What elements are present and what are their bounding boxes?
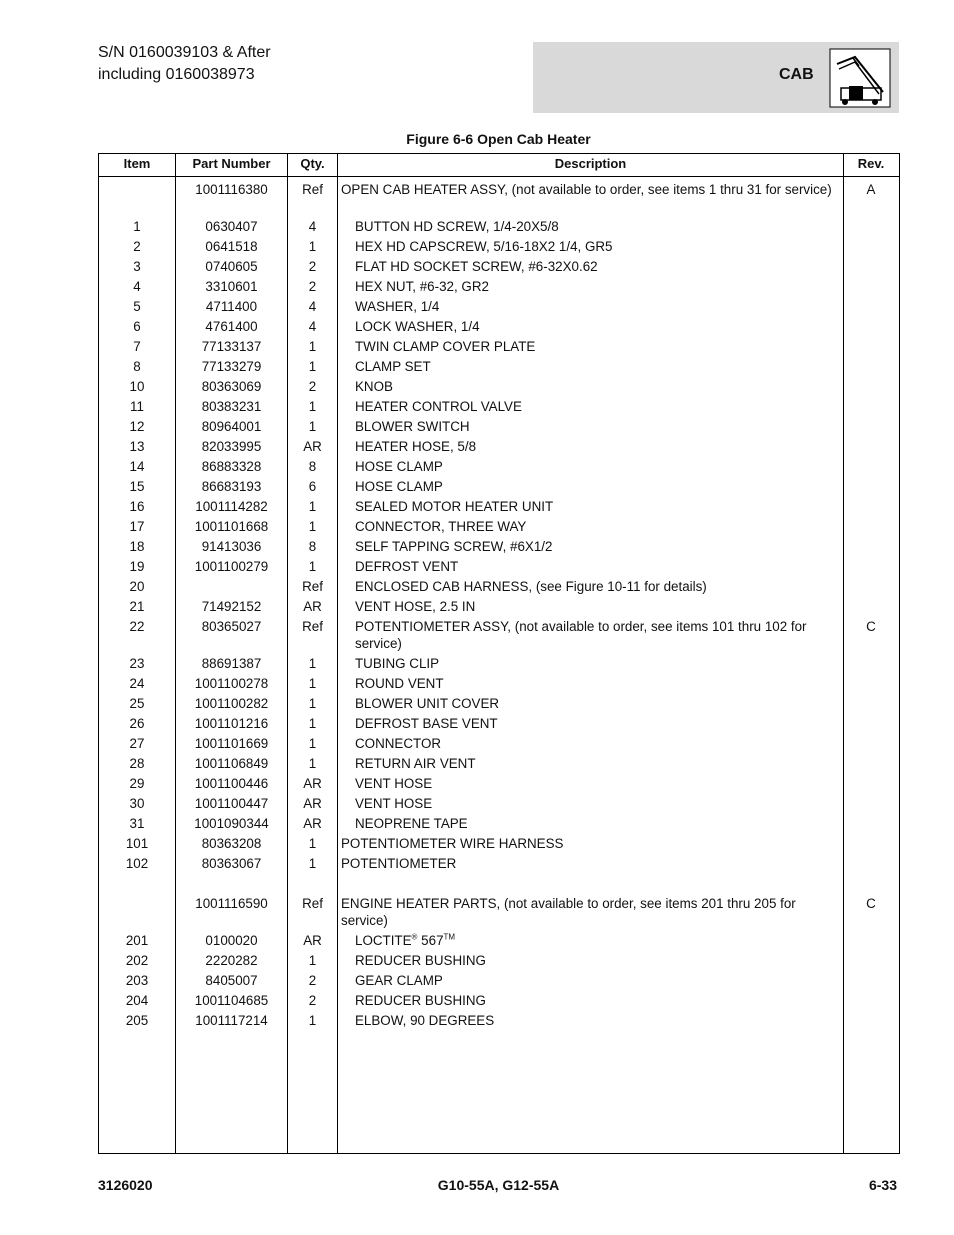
description: NEOPRENE TAPE (355, 816, 468, 831)
description: ENCLOSED CAB HARNESS, (see Figure 10-11 for details) (355, 579, 707, 594)
description: CONNECTOR, THREE WAY (355, 519, 527, 534)
quantity: 8 (308, 539, 317, 554)
description-text: LOCTITE (355, 933, 412, 948)
table-row (99, 518, 899, 538)
item-number: 25 (129, 696, 145, 711)
description: ENGINE HEATER PARTS, (not available to order, see items 201 thru 205 for service) (341, 896, 796, 928)
description: HEATER HOSE, 5/8 (355, 439, 477, 454)
table-row (99, 952, 899, 972)
part-number: 80383231 (201, 399, 262, 414)
description: HOSE CLAMP (355, 459, 443, 474)
item-number: 24 (129, 676, 145, 691)
description: SEALED MOTOR HEATER UNIT (355, 499, 554, 514)
quantity: 1 (308, 953, 317, 968)
part-number: 91413036 (201, 539, 262, 554)
item-number: 12 (129, 419, 145, 434)
item-number: 102 (125, 856, 149, 871)
description (355, 932, 839, 949)
part-number: 1001100446 (194, 776, 269, 791)
table-row (99, 318, 899, 338)
quantity: 1 (308, 399, 317, 414)
item-number: 29 (129, 776, 145, 791)
table-row (99, 358, 899, 378)
table-row (99, 1012, 899, 1032)
description: GEAR CLAMP (355, 973, 443, 988)
description: CONNECTOR (355, 736, 442, 751)
description: OPEN CAB HEATER ASSY, (not available to order, see items 1 thru 31 for service) (341, 182, 832, 197)
quantity: 6 (308, 479, 317, 494)
part-number: 88691387 (201, 656, 262, 671)
item-number: 16 (129, 499, 145, 514)
registered-mark: ® (411, 932, 418, 942)
item-number: 27 (129, 736, 145, 751)
quantity: 1 (308, 499, 317, 514)
table-row (99, 972, 899, 992)
part-number: 77133279 (201, 359, 262, 374)
description: HOSE CLAMP (355, 479, 443, 494)
revision: C (866, 619, 876, 634)
part-number: 77133137 (201, 339, 262, 354)
quantity: 1 (308, 359, 317, 374)
quantity: Ref (302, 619, 323, 634)
quantity: 4 (308, 219, 317, 234)
item-number: 10 (129, 379, 145, 394)
quantity: AR (303, 439, 322, 454)
table-row (99, 538, 899, 558)
column-header-part-number: Part Number (192, 156, 271, 171)
quantity: Ref (302, 579, 323, 594)
description: HEX NUT, #6-32, GR2 (355, 279, 489, 294)
part-number: 2220282 (205, 953, 258, 968)
description: POTENTIOMETER (341, 856, 457, 871)
part-number: 4711400 (205, 299, 258, 314)
column-header-description: Description (554, 156, 627, 171)
item-number: 204 (125, 993, 149, 1008)
description-tail: 567 (417, 933, 444, 948)
serial-number-line-1: S/N 0160039103 & After (98, 44, 271, 61)
lift-cab-icon (829, 48, 891, 108)
parts-table (98, 153, 900, 1154)
description: TUBING CLIP (355, 656, 440, 671)
item-number: 19 (129, 559, 145, 574)
description: VENT HOSE (355, 776, 433, 791)
table-row (99, 418, 899, 438)
item-number: 18 (129, 539, 145, 554)
item-number: 22 (129, 619, 145, 634)
part-number: 1001116380 (195, 182, 268, 197)
quantity: 2 (308, 259, 317, 274)
part-number: 1001101216 (194, 716, 269, 731)
description: BUTTON HD SCREW, 1/4-20X5/8 (355, 219, 559, 234)
table-row (99, 618, 899, 655)
item-number: 28 (129, 756, 145, 771)
part-number: 80363067 (201, 856, 262, 871)
revision: C (866, 896, 876, 911)
description: POTENTIOMETER WIRE HARNESS (341, 836, 564, 851)
item-number: 31 (129, 816, 145, 831)
column-header-rev: Rev. (857, 156, 885, 171)
part-number: 80964001 (201, 419, 262, 434)
quantity: AR (303, 599, 322, 614)
item-number: 1 (133, 219, 141, 234)
item-number: 6 (133, 319, 141, 334)
table-row (99, 558, 899, 578)
table-row (99, 715, 899, 735)
table-row (99, 795, 899, 815)
part-number: 4761400 (205, 319, 258, 334)
table-row (99, 278, 899, 298)
part-number: 86883328 (201, 459, 262, 474)
item-number: 4 (133, 279, 141, 294)
description: ROUND VENT (355, 676, 444, 691)
section-title: CAB (779, 66, 814, 83)
quantity: 1 (308, 736, 317, 751)
quantity: 4 (308, 319, 317, 334)
description: LOCK WASHER, 1/4 (355, 319, 480, 334)
description: REDUCER BUSHING (355, 993, 486, 1008)
table-row (99, 598, 899, 618)
description: WASHER, 1/4 (355, 299, 440, 314)
table-row (99, 298, 899, 318)
quantity: 1 (308, 519, 317, 534)
quantity: 2 (308, 993, 317, 1008)
table-row (99, 755, 899, 775)
table-row (99, 895, 899, 932)
quantity: 1 (308, 836, 317, 851)
table-row (99, 675, 899, 695)
column-header-item: Item (123, 156, 151, 171)
table-row (99, 498, 899, 518)
item-number: 201 (125, 933, 149, 948)
table-row (99, 655, 899, 675)
table-row (99, 478, 899, 498)
description: KNOB (355, 379, 393, 394)
part-number: 1001116590 (195, 896, 268, 911)
item-number: 101 (125, 836, 149, 851)
part-number: 1001101669 (194, 736, 269, 751)
item-number: 2 (133, 239, 141, 254)
item-number: 8 (133, 359, 141, 374)
table-row (99, 835, 899, 855)
item-number: 14 (129, 459, 145, 474)
table-row (99, 875, 899, 895)
quantity: 1 (308, 716, 317, 731)
header-divider (99, 176, 899, 177)
item-number: 11 (130, 399, 144, 414)
description: BLOWER UNIT COVER (355, 696, 500, 711)
table-row (99, 775, 899, 795)
part-number: 1001090344 (194, 816, 269, 831)
item-number: 7 (133, 339, 141, 354)
description: ELBOW, 90 DEGREES (355, 1013, 495, 1028)
part-number: 1001100447 (194, 796, 269, 811)
table-row (99, 735, 899, 755)
quantity: AR (303, 816, 322, 831)
description: TWIN CLAMP COVER PLATE (355, 339, 536, 354)
description: FLAT HD SOCKET SCREW, #6-32X0.62 (355, 259, 598, 274)
quantity: 1 (308, 856, 317, 871)
part-number: 1001114282 (195, 499, 268, 514)
item-number: 17 (129, 519, 145, 534)
quantity: Ref (302, 896, 323, 911)
description: POTENTIOMETER ASSY, (not available to order, see items 101 thru 102 for service) (355, 619, 807, 651)
table-row (99, 258, 899, 278)
item-number: 20 (129, 579, 145, 594)
table-row (99, 238, 899, 258)
item-number: 5 (133, 299, 141, 314)
quantity: AR (303, 796, 322, 811)
quantity: 1 (308, 656, 317, 671)
item-number: 205 (125, 1013, 149, 1028)
doc-number: 3126020 (98, 1177, 153, 1193)
description: HEATER CONTROL VALVE (355, 399, 522, 414)
table-row (99, 181, 899, 218)
table-row (99, 578, 899, 598)
description: CLAMP SET (355, 359, 431, 374)
table-row (99, 855, 899, 875)
item-number: 23 (129, 656, 145, 671)
table-row (99, 218, 899, 238)
item-number: 26 (129, 716, 145, 731)
part-number: 86683193 (201, 479, 262, 494)
part-number: 1001100279 (194, 559, 269, 574)
part-number: 1001100278 (194, 676, 269, 691)
quantity: 1 (308, 756, 317, 771)
quantity: 1 (308, 239, 317, 254)
part-number: 71492152 (201, 599, 262, 614)
item-number: 15 (129, 479, 145, 494)
part-number: 0740605 (205, 259, 258, 274)
quantity: 2 (308, 973, 317, 988)
quantity: 4 (308, 299, 317, 314)
description: BLOWER SWITCH (355, 419, 470, 434)
part-number: 1001100282 (194, 696, 269, 711)
quantity: 1 (308, 1013, 317, 1028)
item-number: 21 (129, 599, 145, 614)
description: DEFROST VENT (355, 559, 459, 574)
description: SELF TAPPING SCREW, #6X1/2 (355, 539, 553, 554)
item-number: 203 (125, 973, 149, 988)
description: HEX HD CAPSCREW, 5/16-18X2 1/4, GR5 (355, 239, 613, 254)
figure-title: Figure 6-6 Open Cab Heater (406, 131, 591, 147)
quantity: 1 (308, 559, 317, 574)
item-number: 3 (133, 259, 141, 274)
description: RETURN AIR VENT (355, 756, 476, 771)
part-number: 3310601 (205, 279, 258, 294)
quantity: 8 (308, 459, 317, 474)
model-numbers: G10-55A, G12-55A (437, 1177, 560, 1193)
table-row (99, 378, 899, 398)
quantity: 1 (308, 676, 317, 691)
part-number: 80363069 (201, 379, 262, 394)
table-row (99, 458, 899, 478)
revision: A (866, 182, 876, 197)
page-number: 6-33 (868, 1177, 897, 1193)
table-row (99, 932, 899, 952)
part-number: 80365027 (201, 619, 262, 634)
section-header-box (533, 42, 899, 113)
quantity: Ref (302, 182, 323, 197)
part-number: 0100020 (205, 933, 258, 948)
part-number: 1001106849 (194, 756, 269, 771)
description: REDUCER BUSHING (355, 953, 486, 968)
part-number: 80363208 (201, 836, 262, 851)
serial-number-block (98, 42, 271, 86)
quantity: AR (303, 776, 322, 791)
column-header-qty: Qty. (300, 156, 325, 171)
item-number: 202 (125, 953, 149, 968)
part-number: 1001104685 (194, 993, 269, 1008)
table-row (99, 815, 899, 835)
table-row (99, 438, 899, 458)
quantity: 1 (308, 339, 317, 354)
description: VENT HOSE, 2.5 IN (355, 599, 476, 614)
quantity: 2 (308, 279, 317, 294)
part-number: 82033995 (201, 439, 262, 454)
part-number: 1001101668 (194, 519, 269, 534)
item-number: 13 (129, 439, 145, 454)
part-number: 0641518 (205, 239, 258, 254)
part-number: 0630407 (205, 219, 258, 234)
table-row (99, 398, 899, 418)
description: DEFROST BASE VENT (355, 716, 498, 731)
quantity: 1 (308, 696, 317, 711)
quantity: 2 (308, 379, 317, 394)
description: VENT HOSE (355, 796, 433, 811)
quantity: 1 (308, 419, 317, 434)
part-number: 8405007 (205, 973, 258, 988)
table-row (99, 338, 899, 358)
table-row (99, 695, 899, 715)
serial-number-line-2: including 0160038973 (98, 66, 255, 83)
trademark: TM (443, 932, 456, 942)
part-number: 1001117214 (195, 1013, 268, 1028)
item-number: 30 (129, 796, 145, 811)
quantity: AR (303, 933, 322, 948)
table-row (99, 992, 899, 1012)
table-body (99, 181, 899, 1032)
